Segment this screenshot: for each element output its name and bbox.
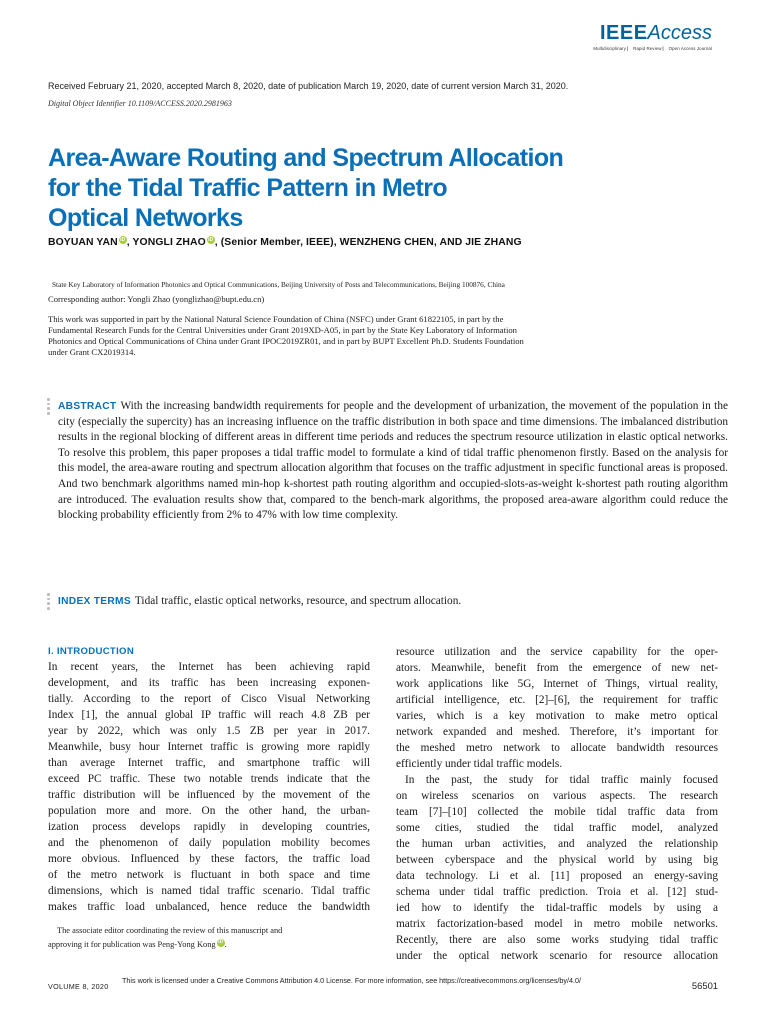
text-line: the human urban activities, and analyzed the relationship (396, 838, 718, 850)
funding-line: under Grant CX2019314. (48, 347, 136, 357)
text-line: under the optical network scenario for resource allocation (396, 950, 718, 962)
text-line: efficiently under tidal traffic models. (396, 758, 563, 770)
text-line: In the past, the study for tidal traffic mainly focused (405, 774, 718, 786)
title-line: for the Tidal Traffic Pattern in Metro (48, 174, 448, 202)
funding-line: This work was supported in part by the National Natural Science Foundation of China (NSFC) under Grant 61822105, in part by the (48, 314, 504, 324)
author-list-rest: , (Senior Member, IEEE), WENZHENG CHEN, AND JIE ZHANG (214, 237, 522, 248)
text-line: makes traffic load unbalanced, hence reduce the bandwidth (48, 901, 370, 913)
index-terms-text: Tidal traffic, elastic optical networks, resource, and spectrum allocation. (134, 595, 462, 607)
logo-ieee: IEEE (599, 22, 648, 44)
text-line: year by 2022, which was only 1.5 ZB per year in 2017. (48, 725, 370, 737)
text-line: Index [1], the annual global IP traffic will reach 4.8 ZB per (48, 709, 370, 721)
text-line: population more and more. On the other hand, the urban- (48, 805, 370, 817)
text-line: than average Internet traffic, and smartphone traffic will (48, 757, 370, 769)
text-line: between cyberspace and the physical world by using big (396, 854, 718, 866)
journal-logo-wordmark (593, 22, 712, 44)
footnote-line: approving it for publication was Peng-Yong Kong (48, 940, 216, 949)
text-line: dimensions, which is named tidal traffic scenario. Tidal traffic (48, 885, 370, 897)
abstract-text: With the increasing bandwidth requirements for people and the development of urbanization, the movement of the population in the city (especially the supercity) has an increasing influence on the traffic distribution in both space and time dimensions. The imbalanced distribution results in the regional blocking of different areas in different time periods and reduces the spectrum resource utilization in elastic optical networks. To resolve this problem, this paper proposes a tidal traffic model to formulate a kind of tidal traffic phenomenon firstly. Based on the analysis for this model, the area-aware routing and spectrum allocation algorithm that focuses on the traffic adjustment in specific functional areas is proposed. And two benchmark algorithms named min-hop k-shortest path routing algorithm and occupied-slots-as-weight k-shortest path routing algorithm are introduced. The evaluation results show that, compared to the bench-mark algorithms, the proposed area-aware algorithm could reduce the blocking probability efficiently from 2% to 47% with low time complexity. (58, 400, 728, 522)
abstract-heading: ABSTRACT (58, 401, 117, 412)
footnote-line-2: approving it for publication was Peng-Yong Kong iD . (48, 940, 227, 949)
text-line: team [7]–[10] collected the mobile tidal traffic data from (396, 806, 718, 818)
text-line: matrix factorization-based model in metro mobile networks. (396, 918, 718, 930)
received-dates: Received February 21, 2020, accepted March 8, 2020, date of publication March 19, 2020, date of current version March 31, 2020. (48, 81, 569, 91)
text-line: development, and its traffic has been increasing exponen- (48, 677, 370, 689)
column-right (396, 644, 718, 964)
abstract-marker-icon (47, 398, 51, 417)
page-number: 56501 (691, 980, 718, 991)
text-line: exceed PC traffic. These two notable trends indicate that the (48, 773, 370, 785)
text-line: the meshed metro network to allocate bandwidth resources (396, 742, 718, 754)
text-line: some cities, studied the tidal traffic model, analyzed (396, 822, 718, 834)
intro-paragraph-1 (48, 659, 370, 915)
footnote-line: The associate editor coordinating the review of this manuscript and (57, 926, 283, 935)
author-list (48, 236, 522, 248)
editor-footnote (48, 924, 370, 952)
text-line: traffic distribution will be influenced by the movement of the (48, 789, 370, 801)
abstract (58, 399, 728, 524)
text-line: and the phenomenon of daily population mobility becomes (48, 837, 370, 849)
text-line: artificial intelligence, etc. [2]–[6], the requirement for traffic (396, 694, 718, 706)
text-line: varies, which is a key motivation to make metro optical (396, 710, 718, 722)
doi[interactable]: Digital Object Identifier 10.1109/ACCESS.2020.2981963 (48, 99, 232, 108)
title-line: Area-Aware Routing and Spectrum Allocation (48, 144, 564, 172)
text-line: network expanded and meshed. Therefore, it’s important for (396, 726, 718, 738)
funding-note (48, 314, 628, 358)
text-line: of the metro network is fluctuant in both space and time (48, 869, 370, 881)
text-line: ators. Meanwhile, benefit from the emergence of new net- (396, 662, 718, 674)
text-line: on wireless scenarios on various aspects. The research (396, 790, 718, 802)
corresponding-author: Corresponding author: Yongli Zhao (yonglizhao@bupt.edu.cn) (48, 294, 265, 304)
text-line: Recently, there are also some works studying tidal traffic (396, 934, 718, 946)
text-line: ization process develops rapidly in developing countries, (48, 821, 370, 833)
footer-volume: VOLUME 8, 2020 (48, 982, 109, 991)
text-line: Meanwhile, busy hour Internet traffic is growing more rapidly (48, 741, 370, 753)
section-heading: I. INTRODUCTION (48, 646, 135, 657)
footer-license[interactable]: This work is licensed under a Creative Commons Attribution 4.0 License. For more information, see https://creativecommons.org/licenses/by/4.0/ (122, 976, 582, 985)
text-line: In recent years, the Internet has been achieving rapid (48, 661, 370, 673)
index-terms-heading: INDEX TERMS (58, 596, 131, 607)
journal-tagline: Multidisciplinary ⎸ Rapid Review ⎸ Open Access Journal (593, 46, 712, 51)
funding-line: Fundamental Research Funds for the Central Universities under Grant 2019XD-A05, in part by the State Key Laboratory of Information (48, 325, 517, 335)
text-line: data technology. Li et al. [11] proposed an energy-saving (396, 870, 718, 882)
journal-logo (593, 22, 712, 51)
text-line: more obvious. Influenced by these factors, the traffic load (48, 853, 370, 865)
paper-title (48, 143, 648, 233)
author-name: BOYUAN YAN (48, 237, 118, 248)
intro-paragraph-1-cont (396, 644, 718, 772)
text-line: schema under tidal traffic prediction. Troia et al. [12] stud- (396, 886, 718, 898)
orcid-icon[interactable]: iD (218, 940, 224, 945)
index-terms-marker-icon (47, 593, 51, 612)
affiliation: State Key Laboratory of Information Photonics and Optical Communications, Beijing University of Posts and Telecommunications, Beijing 100876, China (52, 280, 505, 289)
author-name: , YONGLI ZHAO (126, 237, 206, 248)
funding-line: Photonics and Optical Communications of China under Grant IPOC2019ZR01, and in part by BUPT Excellent Ph.D. Students Foundation (48, 336, 524, 346)
index-terms (58, 594, 728, 610)
column-left (48, 644, 370, 915)
text-line: resource utilization and the service capability for the oper- (396, 646, 718, 658)
title-line: Optical Networks (48, 204, 243, 232)
text-line: tially. According to the report of Cisco Visual Networking (48, 693, 370, 705)
orcid-icon[interactable]: iD (120, 237, 126, 243)
intro-paragraph-2 (396, 772, 718, 964)
text-line: ied how to identify the tidal-traffic models by using a (396, 902, 718, 914)
text-line: work applications like 5G, Internet of Things, virtual reality, (396, 678, 718, 690)
orcid-icon[interactable]: iD (208, 237, 214, 243)
logo-access: Access (647, 22, 712, 44)
